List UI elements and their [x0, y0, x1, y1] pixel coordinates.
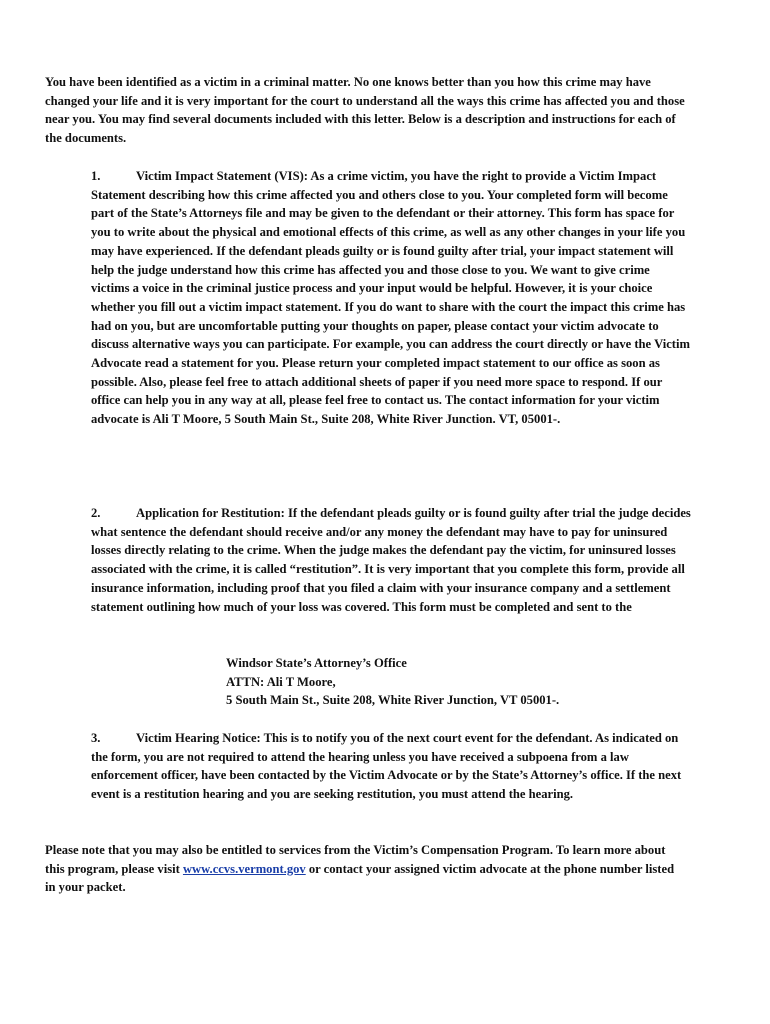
closing-text-after: or contact your assigned victim advocate at the phone number listed in your packet. [45, 861, 675, 895]
address-line-street: 5 South Main St., Suite 208, White River Junction, VT 05001-. [226, 693, 560, 708]
item-text: Application for Restitution: If the defendant pleads guilty or is found guilty after trial the judge decides what sentence the defendant should receive and/or any money the defendant may have to pay for uninsured losses directly relating to the crime. When the judge makes the defendant pay the victim, for uninsured losses associated with the crime, it is called “restitution”. It is very important that you complete this form, provide all insurance information, including proof that you filed a claim with your insurance company and a settlement statement outlining how much of your loss was covered. This form must be completed and sent to the [91, 506, 691, 614]
item-victim-impact-statement [91, 167, 691, 429]
item-victim-hearing-notice [91, 729, 691, 804]
intro-paragraph [45, 73, 685, 148]
item-application-for-restitution [91, 504, 691, 616]
item-number: 2. [91, 506, 101, 520]
closing-text-before: Please note that you may also be entitled to services from the Victim’s Compensation Program. To learn more about this program, please visit [45, 843, 666, 876]
mailing-address [226, 654, 686, 710]
address-line-office: Windsor State’s Attorney’s Office [226, 656, 407, 670]
item-text: Victim Hearing Notice: This is to notify you of the next court event for the defendant. As indicated on the form, you are not required to attend the hearing unless you have received a subpoena from a law enforcement officer, have been contacted by the Victim Advocate or by the State’s Attorney’s office. If the next event is a restitution hearing and you are seeking restitution, you must attend the hearing. [91, 731, 682, 802]
ccvs-website-link[interactable]: www.ccvs.vermont.gov [182, 861, 306, 876]
item-text: Victim Impact Statement (VIS): As a crime victim, you have the right to provide a Victim Impact Statement describing how this crime affected you and others close to you. Your completed form will become part of the State’s Attorneys file and may be given to the defendant or their attorney. This form has space for you to write about the physical and emotional effects of this crime, as well as any other changes in your life you may have experienced. If the defendant pleads guilty or is found guilty after trial, your impact statement will help the judge understand how this crime has affected you and those close to you. We want to give crime victims a voice in the criminal justice process and your input would be helpful. However, it is your choice whether you fill out a victim impact statement. If you do want to share with the court the impact this crime has had on you, but are uncomfortable putting your thoughts on paper, please contact your victim advocate to discuss alternative ways you can participate. For example, you can address the court directly or have the Victim Advocate read a statement for you. Please return your completed impact statement to our office as soon as possible. Also, please feel free to attach additional sheets of paper if you need more space to respond. If our office can help you in any way at all, please feel free to contact us. The contact information for your victim advocate is Ali T Moore, 5 South Main St., Suite 208, White River Junction. VT, 05001-. [91, 169, 690, 427]
address-line-attn: ATTN: Ali T Moore, [226, 674, 336, 689]
item-number: 3. [91, 731, 101, 745]
item-number: 1. [91, 169, 101, 183]
closing-paragraph [45, 841, 685, 897]
intro-text: You have been identified as a victim in a criminal matter. No one knows better than you how this crime may have changed your life and it is very important for the court to understand all the ways this crime has affected you and those near you. You may find several documents included with this letter. Below is a description and instructions for each of the documents. [45, 75, 685, 146]
